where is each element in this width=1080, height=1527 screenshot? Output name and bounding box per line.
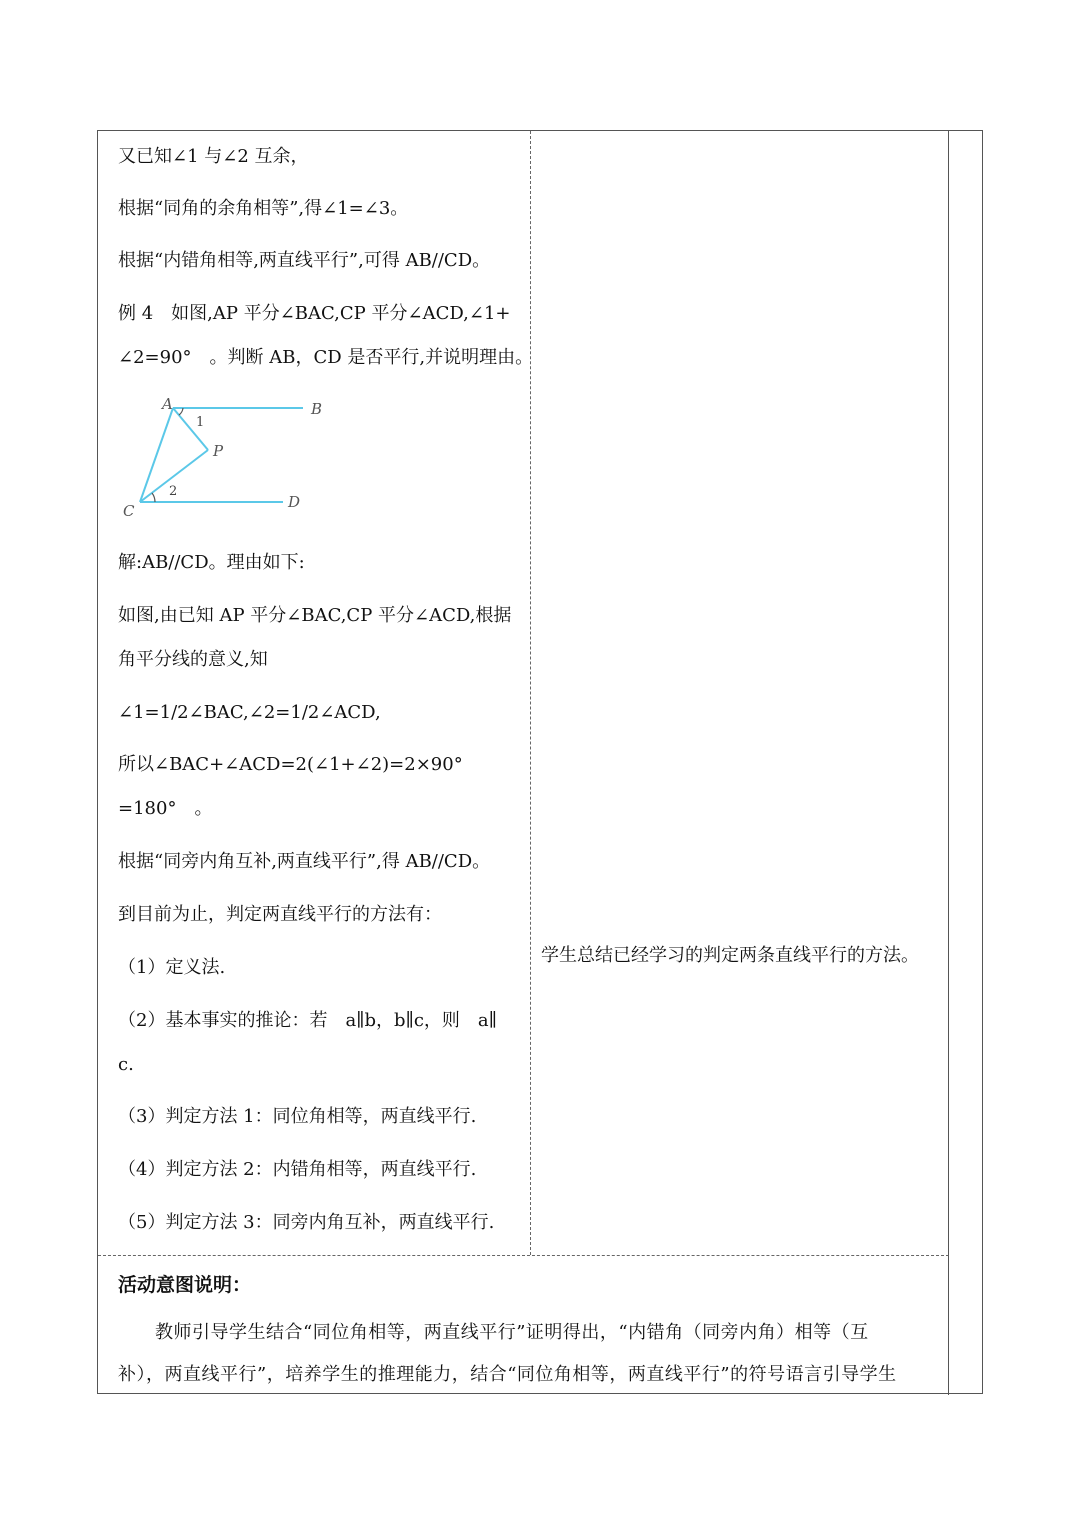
text-line: =180° 。 xyxy=(118,798,213,819)
text-line: 根据“同旁内角互补,两直线平行”,得 AB//CD。 xyxy=(118,851,491,872)
student-summary-text: 学生总结已经学习的判定两条直线平行的方法。 xyxy=(541,945,919,966)
point-a-label: A xyxy=(162,395,173,413)
text-line: 根据“同角的余角相等”,得∠1=∠3。 xyxy=(118,198,409,219)
text-line: 如图,由已知 AP 平分∠BAC,CP 平分∠ACD,根据 xyxy=(118,605,512,626)
solution-line: 解:AB//CD。理由如下: xyxy=(118,552,305,573)
method-item: （1）定义法. xyxy=(118,957,226,978)
method-item: （5）判定方法 3：同旁内角互补，两直线平行. xyxy=(118,1212,495,1233)
point-p-label: P xyxy=(213,442,224,460)
activity-intent-para-line: 教师引导学生结合“同位角相等，两直线平行”证明得出，“内错角（同旁内角）相等（互 xyxy=(118,1322,869,1343)
angle-2-arc xyxy=(152,493,155,502)
angle-1-label: 1 xyxy=(196,415,205,430)
point-b-label: B xyxy=(311,400,323,418)
text-line: ∠1=1/2∠BAC,∠2=1/2∠ACD, xyxy=(118,702,381,723)
text-line: 所以∠BAC+∠ACD=2(∠1+∠2)=2×90° xyxy=(118,754,463,775)
method-item: c. xyxy=(118,1054,134,1075)
geometry-figure xyxy=(118,390,338,520)
text-line: 根据“内错角相等,两直线平行”,可得 AB//CD。 xyxy=(118,250,491,271)
text-line: 角平分线的意义,知 xyxy=(118,649,268,670)
point-d-label: D xyxy=(288,493,301,511)
student-activity-cell xyxy=(531,131,949,1255)
method-item: （4）判定方法 2：内错角相等，两直线平行. xyxy=(118,1159,477,1180)
text-line: 又已知∠1 与∠2 互余， xyxy=(118,146,309,167)
activity-intent-title: 活动意图说明： xyxy=(118,1274,252,1296)
example-4-line-2: ∠2=90° 。判断 AB，CD 是否平行,并说明理由。 xyxy=(118,347,534,368)
angle-1-arc xyxy=(179,408,183,415)
text-line: 到目前为止，判定两直线平行的方法有： xyxy=(118,904,442,925)
activity-intent-cell xyxy=(98,1255,949,1395)
angle-2-label: 2 xyxy=(169,484,178,499)
method-item: （2）基本事实的推论：若 a∥b，b∥c，则 a∥ xyxy=(118,1010,497,1031)
lesson-table xyxy=(97,130,983,1394)
method-item: （3）判定方法 1：同位角相等，两直线平行. xyxy=(118,1106,477,1127)
teacher-activity-cell xyxy=(98,131,534,1255)
activity-intent-para-line: 补），两直线平行”，培养学生的推理能力，结合“同位角相等，两直线平行”的符号语言引导学生 xyxy=(118,1364,897,1385)
point-c-label: C xyxy=(123,502,135,520)
example-4-line-1: 例 4 如图,AP 平分∠BAC,CP 平分∠ACD,∠1+ xyxy=(118,303,511,324)
